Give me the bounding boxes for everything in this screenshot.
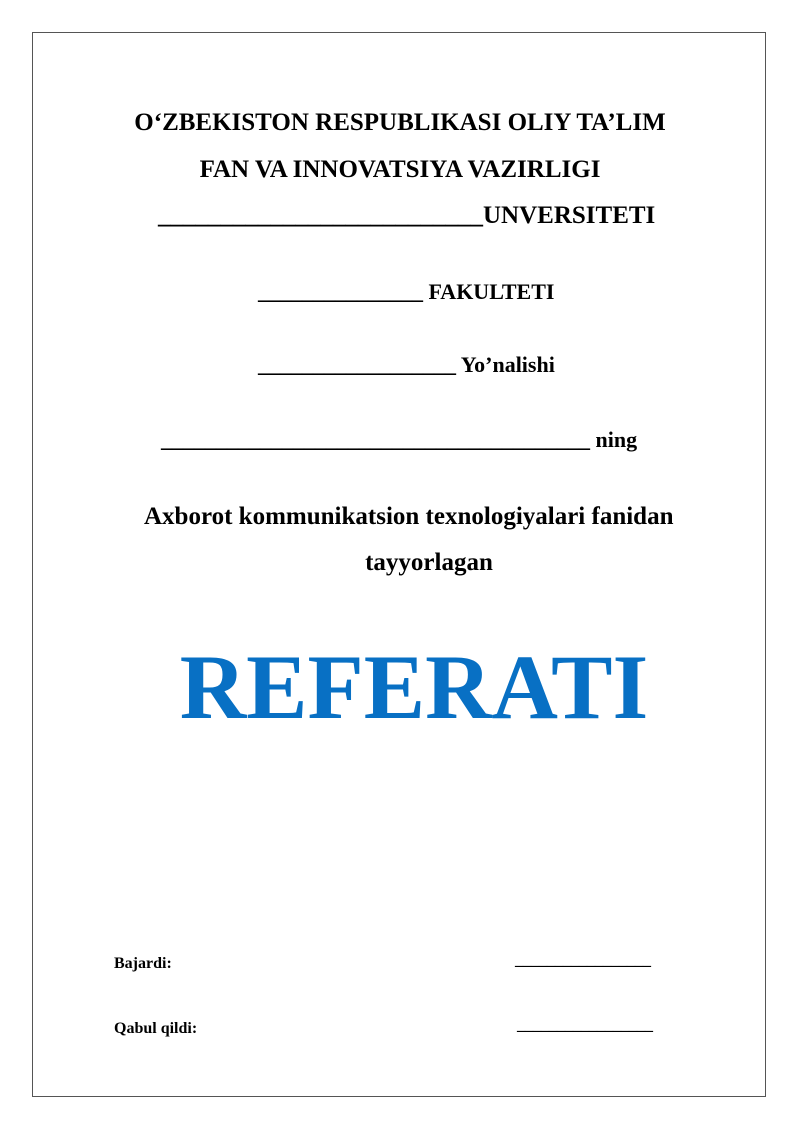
topic-line-2: tayyorlagan: [365, 549, 493, 576]
university-label: UNVERSITETI: [483, 202, 656, 229]
signature-label-qabul-qildi: Qabul qildi:: [114, 1020, 198, 1037]
student-line: [161, 429, 637, 451]
ministry-line-2: FAN VA INNOVATSIYA VAZIRLIGI: [199, 156, 601, 183]
student-blank: _______________________________________: [161, 427, 590, 452]
university-line: [158, 203, 655, 228]
direction-line: [258, 354, 555, 376]
student-suffix: ning: [595, 427, 638, 452]
signature-label-bajardi: Bajardi:: [114, 955, 172, 972]
ministry-line-1: O‘ZBEKISTON RESPUBLIKASI OLIY TA’LIM: [134, 109, 666, 136]
direction-label: Yo’nalishi: [460, 352, 555, 377]
direction-blank: __________________: [258, 352, 456, 377]
university-blank: __________________________: [158, 202, 483, 229]
signature-blank-qabul-qildi: _________________: [517, 1017, 653, 1034]
faculty-label: FAKULTETI: [428, 279, 555, 304]
faculty-line: [258, 281, 554, 303]
document-title: REFERATI: [179, 636, 649, 738]
topic-line-1: Axborot kommunikatsion texnologiyalari fanidan: [144, 503, 674, 530]
faculty-blank: _______________: [258, 279, 423, 304]
signature-blank-bajardi: _________________: [515, 952, 651, 969]
